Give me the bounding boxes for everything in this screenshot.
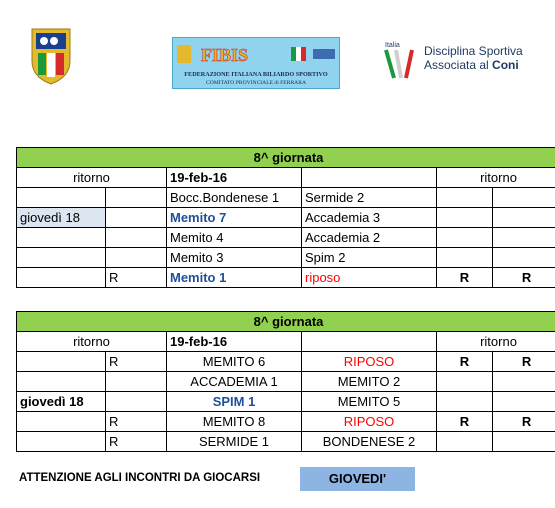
result-cell <box>493 208 555 228</box>
coni-logo <box>382 40 420 80</box>
away-team: Accademia 2 <box>302 228 437 248</box>
day-cell <box>17 372 106 392</box>
home-team: Memito 3 <box>167 248 302 268</box>
table-row <box>17 208 555 228</box>
mark-cell: R <box>106 432 167 452</box>
table-row <box>17 352 555 372</box>
mark-cell: R <box>106 412 167 432</box>
day-cell: giovedì 18 <box>17 208 106 228</box>
home-team: Memito 4 <box>167 228 302 248</box>
result-cell <box>437 248 493 268</box>
result-cell <box>493 432 555 452</box>
result-cell <box>437 432 493 452</box>
home-team: Bocc.Bondenese 1 <box>167 188 302 208</box>
table-row <box>17 228 555 248</box>
day-cell <box>17 268 106 288</box>
day-cell <box>17 352 106 372</box>
table1-ritorno-left: ritorno <box>17 168 167 188</box>
fibis-shield-logo <box>30 27 72 85</box>
federation-banner-logo <box>172 37 340 89</box>
table2-ritorno-left: ritorno <box>17 332 167 352</box>
table2-title: 8^ giornata <box>17 312 555 332</box>
result-cell <box>437 392 493 412</box>
result-cell <box>493 188 555 208</box>
table-row <box>17 412 555 432</box>
table-row <box>17 432 555 452</box>
home-team: Memito 1 <box>167 268 302 288</box>
table-row <box>17 188 555 208</box>
result-cell: R <box>437 268 493 288</box>
home-team: Memito 7 <box>167 208 302 228</box>
day-cell <box>17 412 106 432</box>
home-team: SERMIDE 1 <box>167 432 302 452</box>
away-team: MEMITO 2 <box>302 372 437 392</box>
result-cell <box>493 228 555 248</box>
away-team: Accademia 3 <box>302 208 437 228</box>
coni-line2: Associata al Coni <box>424 58 519 72</box>
result-cell <box>437 372 493 392</box>
home-team: SPIM 1 <box>167 392 302 412</box>
table2-empty <box>302 332 437 352</box>
away-team: BONDENESE 2 <box>302 432 437 452</box>
table1-empty <box>302 168 437 188</box>
banner-line1: FEDERAZIONE ITALIANA BILIARDO SPORTIVO <box>184 71 328 78</box>
home-team: MEMITO 6 <box>167 352 302 372</box>
away-team: Sermide 2 <box>302 188 437 208</box>
table-row <box>17 372 555 392</box>
coni-line1: Disciplina Sportiva <box>424 44 523 58</box>
result-cell: R <box>493 268 555 288</box>
away-team: MEMITO 5 <box>302 392 437 412</box>
mark-cell: R <box>106 352 167 372</box>
result-cell <box>493 372 555 392</box>
mark-cell <box>106 248 167 268</box>
table-row <box>17 392 555 412</box>
table-row <box>17 268 555 288</box>
away-team: RIPOSO <box>302 412 437 432</box>
table1-ritorno-right: ritorno <box>437 168 555 188</box>
table2-date: 19-feb-16 <box>167 332 302 352</box>
table1-title: 8^ giornata <box>17 148 555 168</box>
mark-cell <box>106 208 167 228</box>
notice-text: ATTENZIONE AGLI INCONTRI DA GIOCARSI <box>19 472 261 484</box>
coni-small-text: Italia <box>385 42 400 49</box>
result-cell <box>493 392 555 412</box>
day-cell <box>17 432 106 452</box>
mark-cell <box>106 228 167 248</box>
result-cell <box>437 188 493 208</box>
mark-cell <box>106 372 167 392</box>
mark-cell <box>106 188 167 208</box>
mark-cell: R <box>106 268 167 288</box>
day-cell <box>17 188 106 208</box>
away-team: RIPOSO <box>302 352 437 372</box>
home-team: ACCADEMIA 1 <box>167 372 302 392</box>
day-cell <box>17 228 106 248</box>
banner-line2: COMITATO PROVINCIALE di FERRARA <box>206 80 306 86</box>
home-team: MEMITO 8 <box>167 412 302 432</box>
result-cell <box>437 208 493 228</box>
result-cell <box>437 228 493 248</box>
day-highlight-box: GIOVEDI' <box>300 467 415 491</box>
table1-date: 19-feb-16 <box>167 168 302 188</box>
away-team: riposo <box>302 268 437 288</box>
day-cell: giovedì 18 <box>17 392 106 412</box>
away-team: Spim 2 <box>302 248 437 268</box>
schedule-table-2 <box>16 311 555 452</box>
table-row <box>17 248 555 268</box>
mark-cell <box>106 392 167 412</box>
coni-caption <box>424 44 523 72</box>
table2-ritorno-right: ritorno <box>437 332 555 352</box>
result-cell: R <box>493 412 555 432</box>
result-cell: R <box>437 352 493 372</box>
result-cell: R <box>493 352 555 372</box>
result-cell: R <box>437 412 493 432</box>
schedule-table-1 <box>16 147 555 288</box>
result-cell <box>493 248 555 268</box>
day-cell <box>17 248 106 268</box>
svg-text:FIBIS: FIBIS <box>201 45 249 65</box>
